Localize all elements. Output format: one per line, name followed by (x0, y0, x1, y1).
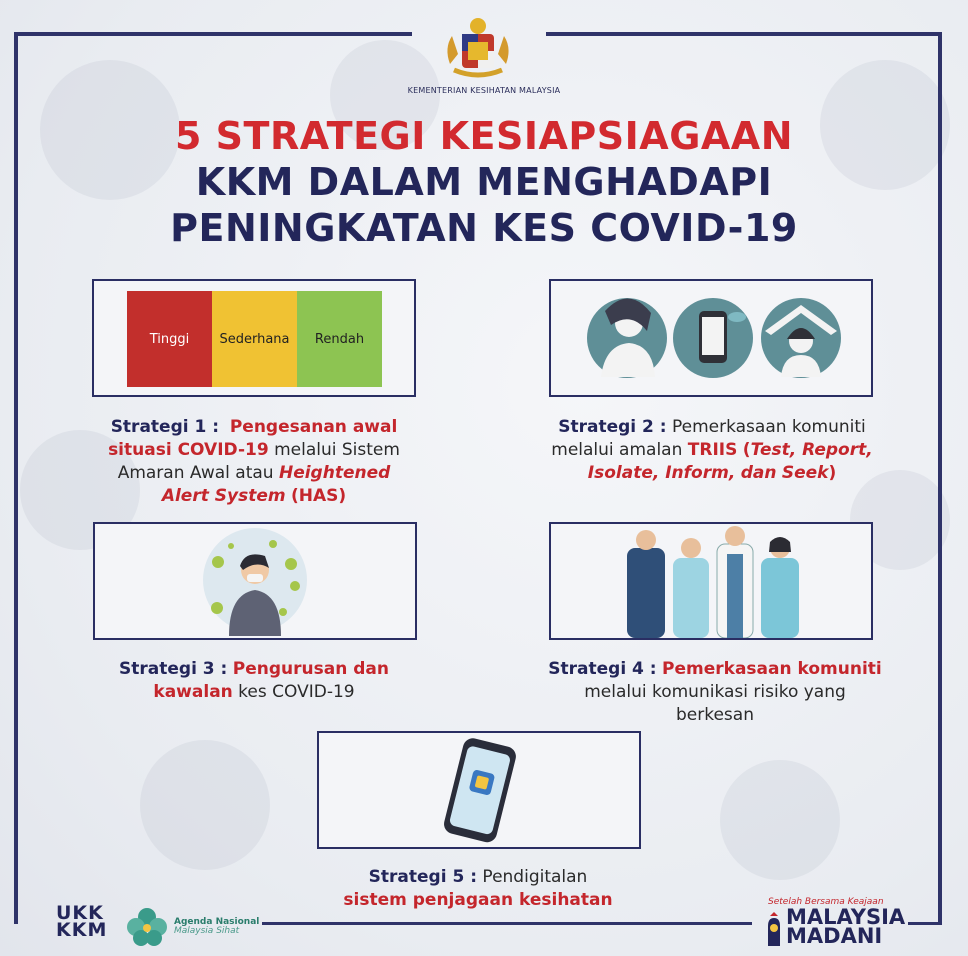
strategy-3-caption (84, 658, 424, 704)
hibiscus-logo-icon (124, 905, 170, 947)
strategy-5-focus: sistem penjagaan kesihatan (343, 890, 613, 910)
strategy-2-focus-1: Test, Report, (750, 440, 873, 460)
strategy-1-focus-1: Pengesanan awal (229, 417, 398, 437)
strategy-2-paren-open: ( (742, 440, 751, 460)
strategy-3-focus-2: kawalan (153, 682, 233, 702)
strategy-4-focus: Pemerkasaan komuniti (662, 659, 882, 679)
health-workers-illustration-icon (551, 524, 871, 638)
strategy-3-text: kes COVID-19 (238, 682, 355, 702)
strategy-1-caption (72, 416, 436, 508)
strategy-2-focus-4: Seek (781, 463, 829, 483)
has-level-low (297, 291, 382, 387)
strategy-2-text-2: melalui amalan (551, 440, 683, 460)
strategy-1-focus-2: situasi COVID-19 (108, 440, 269, 460)
strategy-2-number: Strategi 2 : (558, 417, 667, 437)
strategy-2-image-box (549, 279, 873, 397)
strategy-4-number: Strategi 4 : (548, 659, 657, 679)
has-level-high-label: Tinggi (149, 331, 190, 347)
ukk-logo-line-2: KKM (56, 919, 108, 941)
ukk-kkm-logo (56, 902, 108, 941)
strategy-5-image-box (317, 731, 641, 849)
has-level-medium-label: Sederhana (219, 331, 290, 347)
has-level-high (127, 291, 212, 387)
strategy-1-number: Strategi 1 : (110, 417, 220, 437)
agenda-line-2: Malaysia Sihat (174, 926, 240, 936)
has-level-medium (212, 291, 297, 387)
strategy-5-caption (318, 866, 638, 912)
title-line-3: PENINGKATAN KES COVID-19 (170, 206, 798, 250)
strategy-2-paren-close: ) (828, 463, 837, 483)
madani-emblem-icon (764, 912, 784, 946)
strategy-4-text-2: berkesan (676, 705, 754, 725)
ministry-name: KEMENTERIAN KESIHATAN MALAYSIA (407, 86, 561, 95)
strategy-1-focus-4: Alert System (161, 486, 286, 506)
strategy-1-image-box (92, 279, 416, 397)
strategy-5-text: Pendigitalan (482, 867, 588, 887)
frame-top-left (14, 32, 412, 36)
strategy-4-text-1: melalui komunikasi risiko yang (584, 682, 846, 702)
triis-illustration-icon (551, 281, 871, 395)
strategy-1-text-1: melalui Sistem (274, 440, 400, 460)
strategy-3-focus-1: Pengurusan dan (232, 659, 389, 679)
title-line-1: 5 STRATEGI KESIAPSIAGAAN (174, 114, 793, 158)
smartphone-app-icon (319, 733, 639, 847)
frame-top-right (546, 32, 942, 36)
agenda-nasional-logo (174, 918, 259, 936)
strategy-1-acronym: (HAS) (291, 486, 347, 506)
strategy-1-focus-3: Heightened (278, 463, 391, 483)
sick-person-illustration-icon (95, 524, 415, 638)
strategy-2-acronym: TRIIS (687, 440, 738, 460)
strategy-4-image-box (549, 522, 873, 640)
coat-of-arms-icon (438, 14, 518, 80)
strategy-3-image-box (93, 522, 417, 640)
title-line-2: KKM DALAM MENGHADAPI (195, 160, 773, 204)
madani-line-1: MALAYSIA (786, 905, 906, 929)
ukk-logo-line-1: UKK (56, 902, 104, 924)
virus-bg-6 (140, 740, 270, 870)
agenda-line-1: Agenda Nasional (174, 917, 260, 927)
malaysia-madani-logo (786, 905, 906, 948)
frame-bottom-right (908, 922, 942, 925)
madani-tagline: Setelah Bersama Keajaan (768, 897, 884, 907)
strategy-2-focus-2: Isolate, Inform, (587, 463, 736, 483)
strategy-4-caption (520, 658, 910, 727)
has-level-low-label: Rendah (314, 331, 365, 347)
strategy-3-number: Strategi 3 : (119, 659, 228, 679)
strategy-2-caption (524, 416, 900, 485)
virus-bg-7 (720, 760, 840, 880)
madani-line-2: MADANI (786, 924, 883, 948)
strategy-1-text-2: Amaran Awal atau (117, 463, 274, 483)
strategy-2-focus-3: dan (740, 463, 777, 483)
strategy-5-number: Strategi 5 : (368, 867, 478, 887)
strategy-2-text-1: Pemerkasaan komuniti (671, 417, 866, 437)
frame-bottom-mid (262, 922, 752, 925)
